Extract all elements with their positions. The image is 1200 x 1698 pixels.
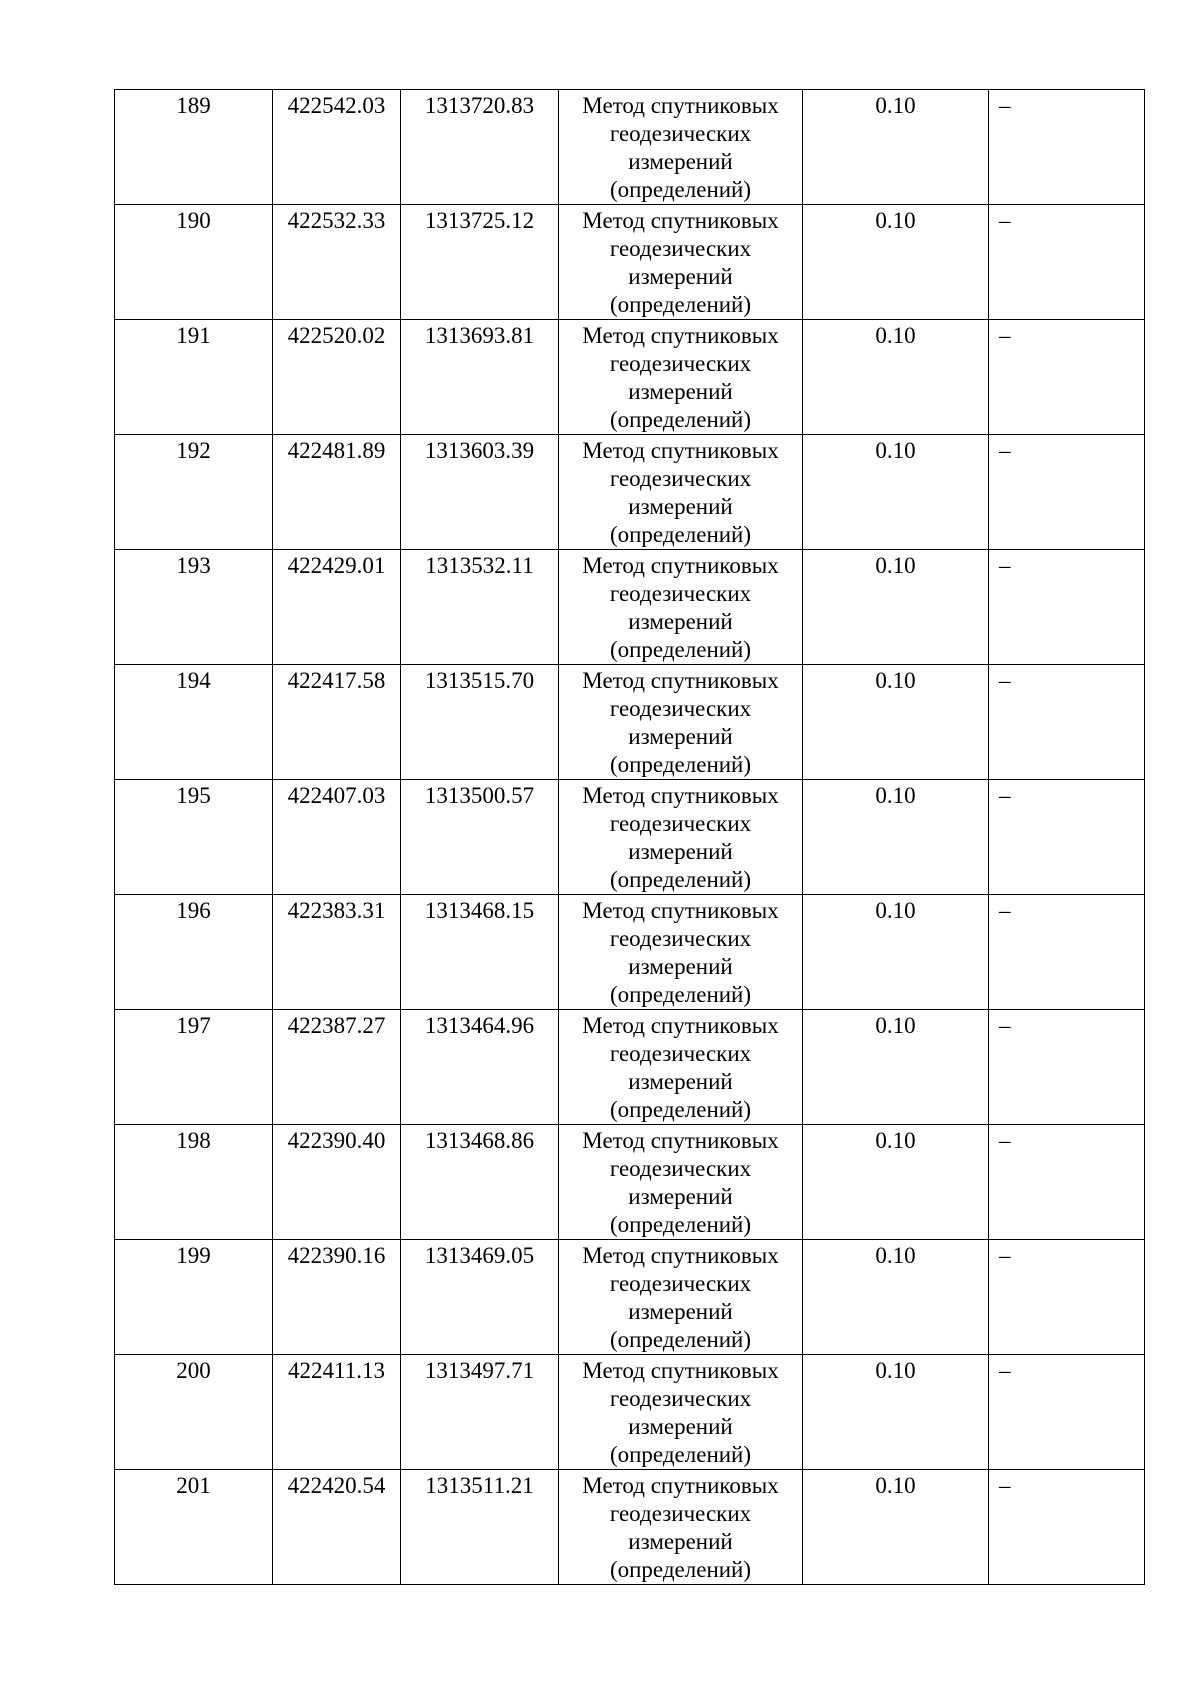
method-cell: Метод спутниковых геодезических измерений (определений) [559,550,803,665]
note-cell: – [989,895,1145,1010]
x-coordinate-cell: 422390.16 [273,1240,401,1355]
point-number-cell: 192 [115,435,273,550]
x-coordinate-cell: 422390.40 [273,1125,401,1240]
x-coordinate-cell: 422387.27 [273,1010,401,1125]
method-cell: Метод спутниковых геодезических измерений (определений) [559,1010,803,1125]
method-cell: Метод спутниковых геодезических измерений (определений) [559,1240,803,1355]
x-coordinate-cell: 422542.03 [273,90,401,205]
note-cell: – [989,320,1145,435]
table-row [115,435,1145,550]
coordinates-table [114,89,1145,1585]
method-cell: Метод спутниковых геодезических измерений (определений) [559,665,803,780]
x-coordinate-cell: 422532.33 [273,205,401,320]
method-cell: Метод спутниковых геодезических измерений (определений) [559,205,803,320]
x-coordinate-cell: 422383.31 [273,895,401,1010]
table-row [115,550,1145,665]
table-row [115,1125,1145,1240]
table-row [115,1470,1145,1585]
accuracy-cell: 0.10 [803,1470,989,1585]
point-number-cell: 191 [115,320,273,435]
x-coordinate-cell: 422411.13 [273,1355,401,1470]
note-cell: – [989,665,1145,780]
y-coordinate-cell: 1313469.05 [401,1240,559,1355]
note-cell: – [989,1125,1145,1240]
method-cell: Метод спутниковых геодезических измерений (определений) [559,895,803,1010]
table-row [115,780,1145,895]
table-row [115,90,1145,205]
note-cell: – [989,435,1145,550]
table-row [115,1240,1145,1355]
point-number-cell: 199 [115,1240,273,1355]
x-coordinate-cell: 422420.54 [273,1470,401,1585]
y-coordinate-cell: 1313720.83 [401,90,559,205]
point-number-cell: 195 [115,780,273,895]
x-coordinate-cell: 422520.02 [273,320,401,435]
note-cell: – [989,90,1145,205]
point-number-cell: 193 [115,550,273,665]
accuracy-cell: 0.10 [803,1355,989,1470]
accuracy-cell: 0.10 [803,895,989,1010]
point-number-cell: 197 [115,1010,273,1125]
y-coordinate-cell: 1313468.86 [401,1125,559,1240]
method-cell: Метод спутниковых геодезических измерений (определений) [559,1125,803,1240]
method-cell: Метод спутниковых геодезических измерений (определений) [559,1355,803,1470]
accuracy-cell: 0.10 [803,1240,989,1355]
x-coordinate-cell: 422429.01 [273,550,401,665]
accuracy-cell: 0.10 [803,665,989,780]
x-coordinate-cell: 422481.89 [273,435,401,550]
table-body [115,90,1145,1585]
accuracy-cell: 0.10 [803,205,989,320]
table-row [115,1010,1145,1125]
method-cell: Метод спутниковых геодезических измерений (определений) [559,435,803,550]
note-cell: – [989,205,1145,320]
point-number-cell: 198 [115,1125,273,1240]
point-number-cell: 194 [115,665,273,780]
y-coordinate-cell: 1313603.39 [401,435,559,550]
method-cell: Метод спутниковых геодезических измерений (определений) [559,90,803,205]
table-row [115,320,1145,435]
accuracy-cell: 0.10 [803,90,989,205]
accuracy-cell: 0.10 [803,550,989,665]
y-coordinate-cell: 1313515.70 [401,665,559,780]
method-cell: Метод спутниковых геодезических измерений (определений) [559,780,803,895]
point-number-cell: 196 [115,895,273,1010]
y-coordinate-cell: 1313725.12 [401,205,559,320]
point-number-cell: 201 [115,1470,273,1585]
y-coordinate-cell: 1313497.71 [401,1355,559,1470]
accuracy-cell: 0.10 [803,320,989,435]
x-coordinate-cell: 422407.03 [273,780,401,895]
table-row [115,1355,1145,1470]
accuracy-cell: 0.10 [803,435,989,550]
accuracy-cell: 0.10 [803,780,989,895]
method-cell: Метод спутниковых геодезических измерений (определений) [559,1470,803,1585]
note-cell: – [989,1010,1145,1125]
accuracy-cell: 0.10 [803,1125,989,1240]
table-row [115,205,1145,320]
point-number-cell: 190 [115,205,273,320]
note-cell: – [989,1470,1145,1585]
y-coordinate-cell: 1313693.81 [401,320,559,435]
x-coordinate-cell: 422417.58 [273,665,401,780]
point-number-cell: 200 [115,1355,273,1470]
y-coordinate-cell: 1313500.57 [401,780,559,895]
table-row [115,895,1145,1010]
method-cell: Метод спутниковых геодезических измерений (определений) [559,320,803,435]
y-coordinate-cell: 1313532.11 [401,550,559,665]
note-cell: – [989,1355,1145,1470]
table-row [115,665,1145,780]
note-cell: – [989,1240,1145,1355]
point-number-cell: 189 [115,90,273,205]
accuracy-cell: 0.10 [803,1010,989,1125]
note-cell: – [989,780,1145,895]
y-coordinate-cell: 1313511.21 [401,1470,559,1585]
y-coordinate-cell: 1313468.15 [401,895,559,1010]
note-cell: – [989,550,1145,665]
y-coordinate-cell: 1313464.96 [401,1010,559,1125]
